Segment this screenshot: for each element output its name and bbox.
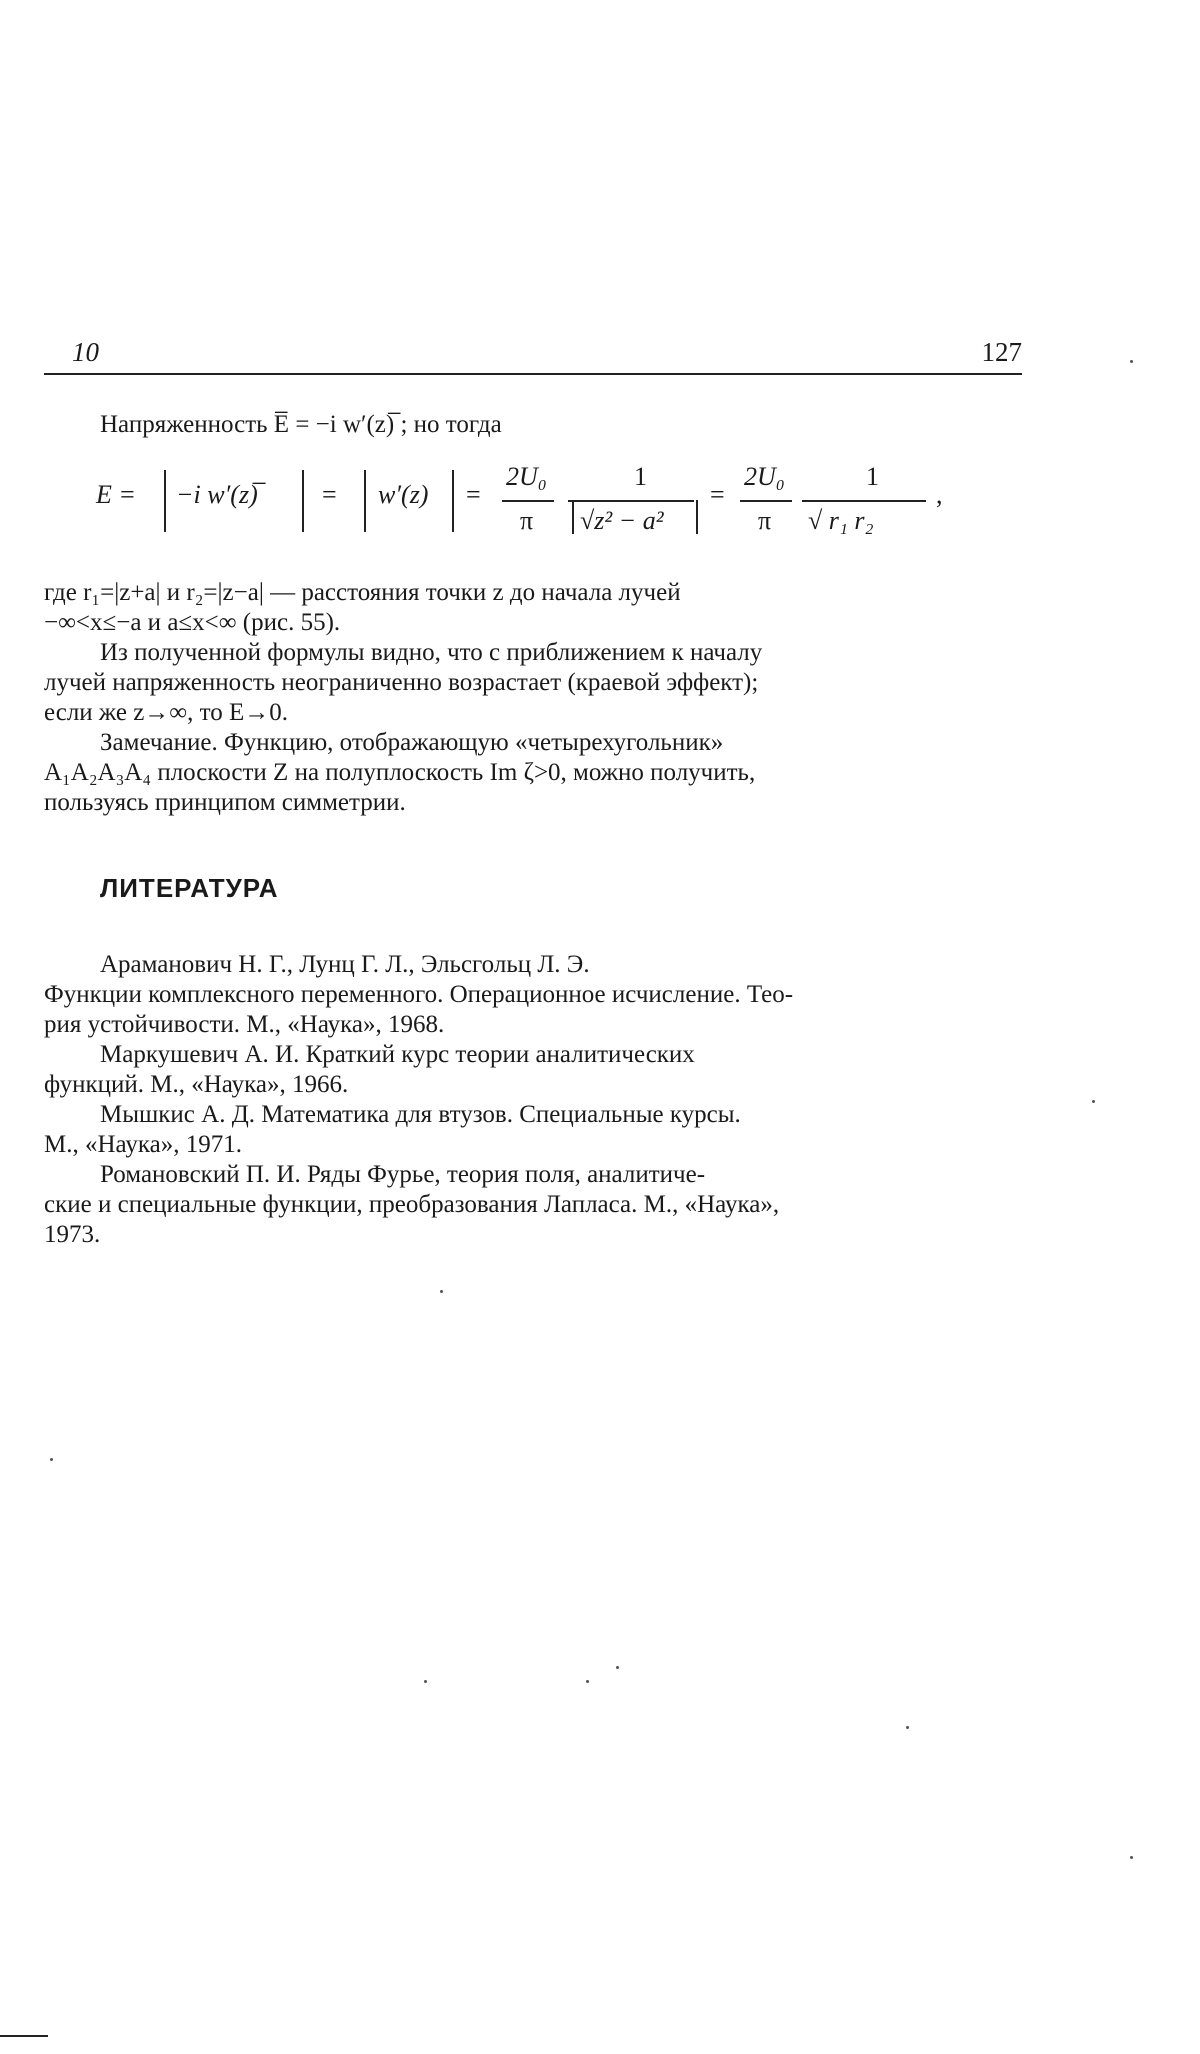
text-line: −∞<x≤−a и a≤x<∞ (рис. 55). bbox=[44, 609, 341, 636]
scan-speck bbox=[1092, 1100, 1095, 1103]
page-number: 127 bbox=[981, 337, 1022, 367]
abs-bar bbox=[302, 470, 304, 532]
scan-speck bbox=[440, 1290, 443, 1293]
reference-line: Маркушевич А. И. Краткий курс теории аналитических bbox=[100, 1041, 695, 1068]
formula-eq-2: = bbox=[466, 480, 481, 509]
fraction-bar bbox=[802, 500, 926, 502]
crop-mark bbox=[0, 2035, 48, 2037]
text-line: где r₁=|z+a| и r₂=|z−a| — расстояния точки z до начала лучей bbox=[44, 579, 681, 606]
reference-line: ские и специальные функции, преобразования Лапласа. М., «Наука», bbox=[44, 1191, 780, 1218]
reference-line: Араманович Н. Г., Лунц Г. Л., Эльсгольц Л. Э. bbox=[100, 951, 590, 978]
header-rule bbox=[44, 373, 1022, 375]
formula-comma: , bbox=[936, 480, 943, 509]
reference-line: М., «Наука», 1971. bbox=[44, 1131, 242, 1158]
reference-line: Мышкис А. Д. Математика для втузов. Специальные курсы. bbox=[100, 1101, 741, 1128]
scan-speck bbox=[424, 1680, 427, 1683]
formula-term-1: −i w′(z)̅ bbox=[176, 480, 258, 509]
fraction-bar bbox=[568, 500, 694, 502]
formula-term-2: w′(z) bbox=[378, 480, 429, 509]
scan-speck bbox=[586, 1680, 589, 1683]
fraction-bar bbox=[502, 500, 554, 502]
scan-speck bbox=[1130, 1856, 1133, 1859]
frac-3-numerator: 2U₀ bbox=[744, 462, 785, 491]
reference-line: функций. М., «Наука», 1966. bbox=[44, 1071, 349, 1098]
fraction-bar bbox=[740, 500, 792, 502]
frac-2-numerator: 1 bbox=[634, 462, 647, 491]
abs-bar bbox=[164, 470, 166, 532]
formula-lhs: E = bbox=[96, 480, 136, 509]
frac-2-denominator: √z² − a² bbox=[580, 506, 664, 535]
formula-eq-1: = bbox=[322, 480, 337, 509]
text-line: A₁A₂A₃A₄ плоскости Z на полуплоскость Im ζ>0, можно получить, bbox=[44, 759, 756, 786]
scan-speck bbox=[616, 1666, 619, 1669]
frac-1-numerator: 2U₀ bbox=[506, 462, 547, 491]
field-strength-formula bbox=[96, 462, 976, 560]
abs-bar bbox=[452, 470, 454, 532]
formula-eq-3: = bbox=[710, 480, 725, 509]
scan-speck bbox=[50, 1458, 53, 1461]
intro-line: Напряженность E̅ = −i w′(z)̅ ; но тогда bbox=[100, 411, 502, 438]
remark-line: Замечание. Функцию, отображающую «четырехугольник» bbox=[100, 729, 724, 756]
abs-bar bbox=[364, 470, 366, 532]
text-line: если же z→∞, то E→0. bbox=[44, 699, 288, 726]
frac-4-numerator: 1 bbox=[866, 462, 879, 491]
reference-line: Романовский П. И. Ряды Фурье, теория поля, аналитиче- bbox=[100, 1161, 706, 1188]
text-line: лучей напряженность неограниченно возрастает (краевой эффект); bbox=[44, 669, 759, 696]
abs-bar bbox=[572, 500, 574, 534]
scan-speck bbox=[1130, 360, 1133, 363]
scan-speck bbox=[906, 1726, 909, 1729]
text-line: Из полученной формулы видно, что с приближением к началу bbox=[100, 639, 763, 666]
reference-line: рия устойчивости. М., «Наука», 1968. bbox=[44, 1011, 445, 1038]
frac-1-denominator: π bbox=[520, 506, 534, 535]
running-head bbox=[44, 337, 1022, 373]
frac-4-denominator: √ r₁ r₂ bbox=[808, 506, 874, 535]
reference-line: Функции комплексного переменного. Операционное исчисление. Тео- bbox=[44, 981, 794, 1008]
reference-line: 1973. bbox=[44, 1221, 101, 1248]
literature-heading: ЛИТЕРАТУРА bbox=[100, 873, 279, 903]
frac-3-denominator: π bbox=[758, 506, 772, 535]
text-line: пользуясь принципом симметрии. bbox=[44, 789, 406, 816]
abs-bar bbox=[696, 500, 698, 534]
chapter-number: 10 bbox=[72, 337, 99, 367]
